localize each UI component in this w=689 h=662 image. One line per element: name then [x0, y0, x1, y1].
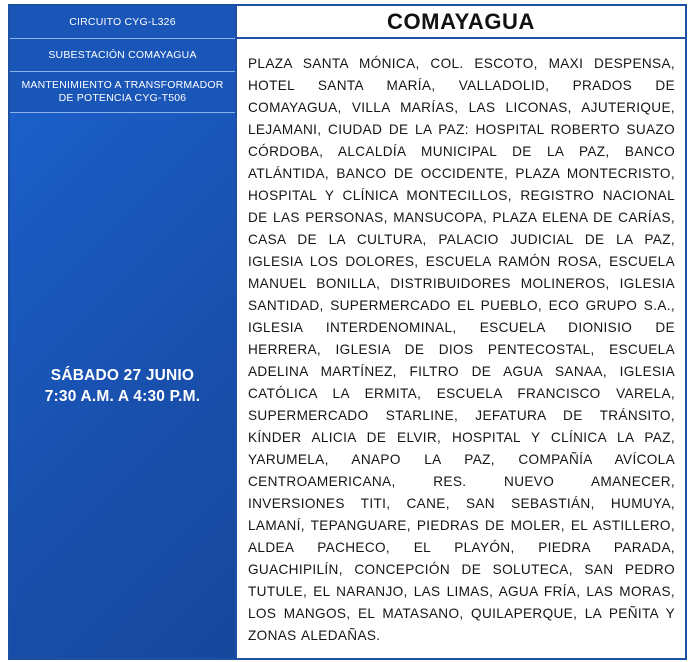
maintenance-text-line2: DE POTENCIA CYG-T506 — [58, 92, 187, 104]
outage-notice-table — [8, 4, 687, 660]
circuit-label — [10, 6, 235, 39]
schedule-block — [10, 113, 235, 658]
affected-areas-text: PLAZA SANTA MÓNICA, COL. ESCOTO, MAXI DESPENSA, HOTEL SANTA MARÍA, VALLADOLID, PRADOS DE COMAYAGUA, VILLA MARÍAS, LAS LICONAS, AJUTERIQUE, LEJAMANI, CIUDAD DE LA PAZ: HOSPITAL ROBERTO SUAZO CÓRDOBA, ALCALDÍA MUNICIPAL DE LA PAZ, BANCO ATLÁNTIDA, BANCO DE OCCIDENTE, PLAZA MONTECRISTO, HOSPITAL Y CLÍNICA MONTECILLOS, REGISTRO NACIONAL DE LAS PERSONAS, MANSUCOPA, PLAZA ELENA DE CARÍAS, CASA DE LA CULTURA, PALACIO JUDICIAL DE LA PAZ, IGLESIA LOS DOLORES, ESCUELA RAMÓN ROSA, ESCUELA MANUEL BONILLA, DISTRIBUIDORES MOLINEROS, IGLESIA SANTIDAD, SUPERMERCADO EL PUEBLO, ECO GRUPO S.A., IGLESIA INTERDENOMINAL, ESCUELA DIONISIO DE HERRERA, IGLESIA DE DIOS PENTECOSTAL, ESCUELA ADELINA MARTÍNEZ, FILTRO DE AGUA SANAA, IGLESIA CATÓLICA LA ERMITA, ESCUELA FRANCISCO VARELA, SUPERMERCADO STARLINE, JEFATURA DE TRÁNSITO, KÍNDER ALICIA DE ELVIR, HOSPITAL Y CLÍNICA LA PAZ, YARUMELA, ANAPO LA PAZ, COMPAÑÍA AVÍCOLA CENTROAMERICANA, RES. NUEVO AMANECER, INVERSIONES TITI, CANE, SAN SEBASTIÁN, HUMUYA, LAMANÍ, TEPANGUARE, PIEDRAS DE MOLER, EL ASTILLERO, ALDEA PACHECO, EL PLAYÓN, PIEDRA PARADA, GUACHIPILÍN, CONCEPCIÓN DE SOLUTECA, SAN PEDRO TUTULE, EL NARANJO, LAS LIMAS, AGUA FRÍA, LAS MORAS, LOS MANGOS, EL MATASANO, QUILAPERQUE, LA PEÑITA Y ZONAS ALEDAÑAS. — [248, 56, 675, 643]
right-content-column — [237, 6, 685, 658]
maintenance-text-line1: MANTENIMIENTO A TRANSFORMADOR — [21, 79, 224, 91]
maintenance-label — [10, 72, 235, 113]
schedule-time: 7:30 A.M. A 4:30 P.M. — [44, 387, 201, 405]
location-title: COMAYAGUA — [237, 6, 685, 39]
substation-label — [10, 39, 235, 72]
schedule-date: SÁBADO 27 JUNIO — [50, 366, 195, 384]
substation-text: SUBESTACIÓN COMAYAGUA — [48, 48, 197, 61]
circuit-text: CIRCUITO CYG-L326 — [69, 15, 176, 28]
left-info-column — [10, 6, 237, 658]
